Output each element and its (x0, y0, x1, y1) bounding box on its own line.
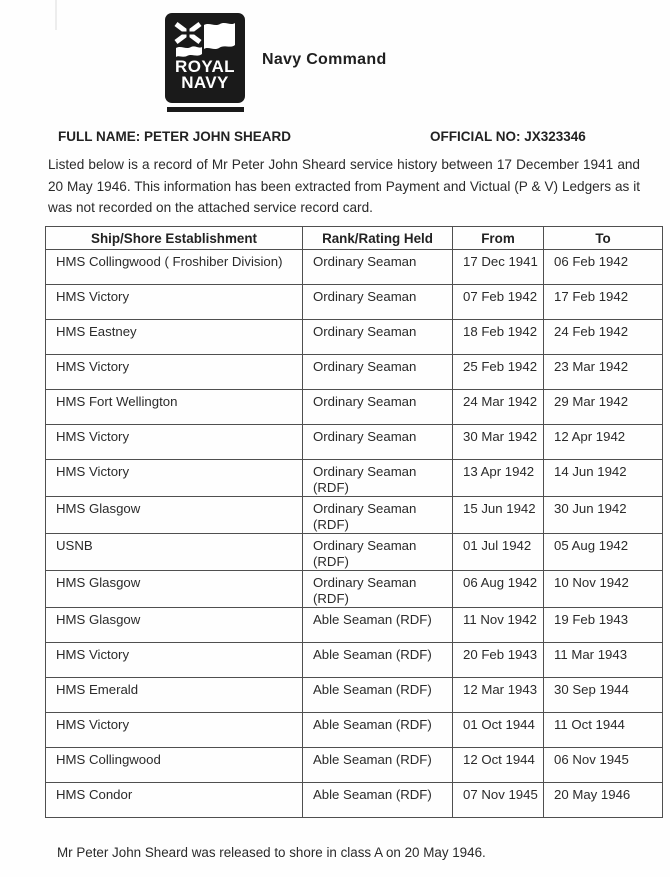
cell-rank: Ordinary Seaman (303, 320, 453, 355)
cell-rank: Ordinary Seaman (RDF) (303, 460, 453, 497)
cell-from: 11 Nov 1942 (453, 608, 544, 643)
cell-from: 30 Mar 1942 (453, 425, 544, 460)
cell-ship: HMS Victory (46, 355, 303, 390)
cell-ship: HMS Condor (46, 783, 303, 818)
cell-rank: Able Seaman (RDF) (303, 608, 453, 643)
cell-rank: Able Seaman (RDF) (303, 643, 453, 678)
table-row (46, 571, 663, 608)
cell-from: 25 Feb 1942 (453, 355, 544, 390)
white-ensign-flag-icon (173, 21, 237, 59)
cell-from: 24 Mar 1942 (453, 390, 544, 425)
cell-to: 20 May 1946 (544, 783, 663, 818)
header-ship-shore: Ship/Shore Establishment (46, 227, 303, 250)
service-history-table (45, 226, 663, 818)
cell-to: 11 Oct 1944 (544, 713, 663, 748)
cell-ship: HMS Emerald (46, 678, 303, 713)
cell-rank: Ordinary Seaman (RDF) (303, 571, 453, 608)
cell-from: 06 Aug 1942 (453, 571, 544, 608)
cell-ship: HMS Victory (46, 713, 303, 748)
header-rank-rating: Rank/Rating Held (303, 227, 453, 250)
table-row (46, 355, 663, 390)
cell-from: 18 Feb 1942 (453, 320, 544, 355)
cell-ship: HMS Glasgow (46, 608, 303, 643)
cell-rank: Ordinary Seaman (RDF) (303, 534, 453, 571)
table-row (46, 320, 663, 355)
intro-paragraph: Listed below is a record of Mr Peter John Sheard service history between 17 December 1941 and 20 May 1946. This information has been extracted from Payment and Victual (P & V) Ledgers as it was not recorded on the attached service record card. (48, 157, 640, 215)
cell-ship: HMS Collingwood ( Froshiber Division) (46, 250, 303, 285)
table-row (46, 460, 663, 497)
cell-to: 30 Jun 1942 (544, 497, 663, 534)
cell-ship: HMS Victory (46, 285, 303, 320)
cell-from: 17 Dec 1941 (453, 250, 544, 285)
cell-ship: HMS Glasgow (46, 571, 303, 608)
cell-to: 06 Feb 1942 (544, 250, 663, 285)
cell-rank: Ordinary Seaman (303, 425, 453, 460)
cell-to: 10 Nov 1942 (544, 571, 663, 608)
cell-to: 23 Mar 1942 (544, 355, 663, 390)
cell-from: 07 Nov 1945 (453, 783, 544, 818)
cell-from: 15 Jun 1942 (453, 497, 544, 534)
cell-ship: HMS Victory (46, 425, 303, 460)
cell-rank: Able Seaman (RDF) (303, 748, 453, 783)
cell-from: 13 Apr 1942 (453, 460, 544, 497)
cell-to: 19 Feb 1943 (544, 608, 663, 643)
cell-to: 17 Feb 1942 (544, 285, 663, 320)
cell-to: 05 Aug 1942 (544, 534, 663, 571)
official-number-label: OFFICIAL NO: JX323346 (430, 129, 586, 144)
cell-ship: HMS Glasgow (46, 497, 303, 534)
logo-word-royal: ROYAL (175, 57, 235, 76)
cell-to: 29 Mar 1942 (544, 390, 663, 425)
cell-ship: HMS Victory (46, 460, 303, 497)
cell-rank: Able Seaman (RDF) (303, 713, 453, 748)
logo-word-navy: NAVY (181, 73, 229, 92)
table-row (46, 285, 663, 320)
cell-to: 30 Sep 1944 (544, 678, 663, 713)
table-row (46, 497, 663, 534)
table-row (46, 678, 663, 713)
scan-artifact-line (55, 0, 57, 30)
cell-rank: Ordinary Seaman (RDF) (303, 497, 453, 534)
table-row (46, 534, 663, 571)
release-note: Mr Peter John Sheard was released to shore in class A on 20 May 1946. (57, 845, 486, 860)
cell-ship: HMS Eastney (46, 320, 303, 355)
cell-ship: HMS Victory (46, 643, 303, 678)
cell-rank: Able Seaman (RDF) (303, 783, 453, 818)
table-row (46, 713, 663, 748)
table-row (46, 250, 663, 285)
cell-to: 24 Feb 1942 (544, 320, 663, 355)
header-to: To (544, 227, 663, 250)
logo-underline-bar (167, 107, 244, 112)
table-row (46, 643, 663, 678)
cell-to: 12 Apr 1942 (544, 425, 663, 460)
cell-to: 06 Nov 1945 (544, 748, 663, 783)
royal-navy-logo (165, 13, 245, 103)
table-row (46, 748, 663, 783)
cell-from: 01 Oct 1944 (453, 713, 544, 748)
cell-rank: Ordinary Seaman (303, 355, 453, 390)
table-header-row (46, 227, 663, 250)
table-row (46, 390, 663, 425)
cell-ship: USNB (46, 534, 303, 571)
cell-from: 01 Jul 1942 (453, 534, 544, 571)
cell-from: 20 Feb 1943 (453, 643, 544, 678)
cell-rank: Able Seaman (RDF) (303, 678, 453, 713)
table-row (46, 425, 663, 460)
cell-from: 12 Oct 1944 (453, 748, 544, 783)
navy-command-title: Navy Command (262, 51, 387, 68)
table-row (46, 608, 663, 643)
cell-rank: Ordinary Seaman (303, 285, 453, 320)
cell-to: 14 Jun 1942 (544, 460, 663, 497)
cell-from: 07 Feb 1942 (453, 285, 544, 320)
cell-from: 12 Mar 1943 (453, 678, 544, 713)
cell-rank: Ordinary Seaman (303, 390, 453, 425)
cell-to: 11 Mar 1943 (544, 643, 663, 678)
cell-ship: HMS Fort Wellington (46, 390, 303, 425)
cell-ship: HMS Collingwood (46, 748, 303, 783)
header-from: From (453, 227, 544, 250)
table-row (46, 783, 663, 818)
cell-rank: Ordinary Seaman (303, 250, 453, 285)
full-name-label: FULL NAME: PETER JOHN SHEARD (58, 129, 292, 144)
